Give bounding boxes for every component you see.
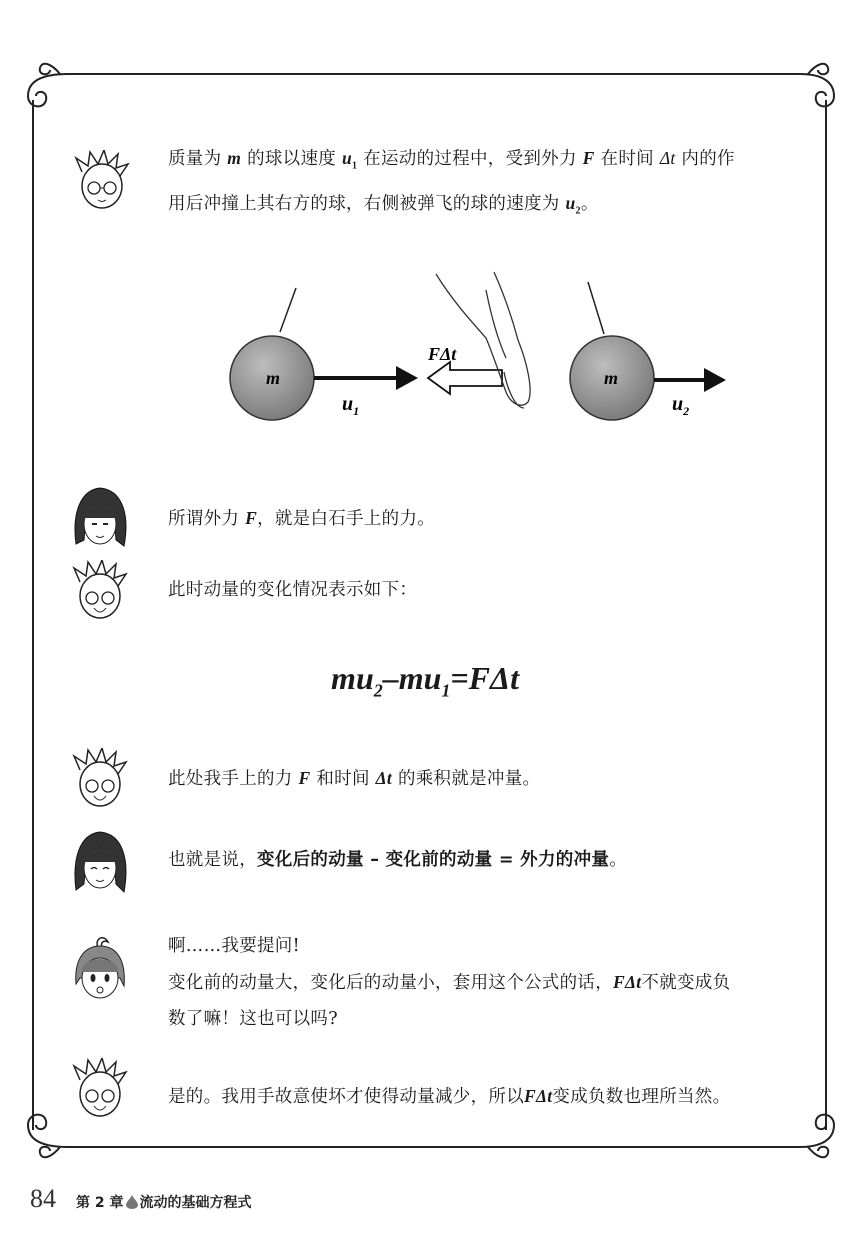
force-arrow	[428, 362, 502, 394]
chapter-prefix: 第 2 章	[76, 1195, 124, 1211]
text: 的球以速度	[247, 149, 337, 169]
symbol-F: F	[298, 768, 311, 788]
water-drop-icon	[126, 1195, 138, 1209]
text: 和时间	[316, 769, 370, 789]
pendulum-string-left	[280, 288, 296, 332]
arrow-u1-label: $u_1$	[342, 393, 360, 418]
subscript: 1	[352, 160, 358, 172]
text: 。	[609, 850, 627, 870]
text: 也就是说，	[168, 850, 257, 870]
subscript: 2	[575, 205, 581, 216]
symbol-u2: u	[565, 192, 576, 213]
chapter-header	[76, 1192, 252, 1212]
arrow-u2-label: $u_2$	[672, 393, 690, 418]
symbol-Fdt: FΔt	[524, 1086, 553, 1106]
symbol-u1: u	[341, 148, 352, 168]
text: 是的。我用手故意使坏才使得动量减少，所以	[168, 1087, 524, 1107]
text: ，就是白石手上的力。	[257, 509, 436, 529]
symbol-m: m	[227, 148, 242, 168]
text: 。	[580, 193, 599, 214]
text: 变成负数也理所当然。	[552, 1087, 731, 1107]
text: 数了嘛！这也可以吗?	[168, 1009, 338, 1029]
paragraph-impulse	[168, 760, 788, 797]
ball-left-label: m	[266, 368, 281, 388]
paragraph-answer	[168, 1078, 788, 1115]
paragraph-question	[168, 928, 788, 1037]
text: 的乘积就是冲量。	[397, 769, 541, 789]
symbol-Fdt: FΔt	[613, 972, 642, 992]
symbol-dt: Δt	[659, 148, 676, 168]
pendulum-string-right	[588, 282, 604, 334]
symbol-F: F	[245, 508, 258, 528]
impulse-formula: $mu_2-mu_1=F\Delta t$	[331, 660, 519, 701]
text: 所谓外力	[168, 509, 240, 529]
chapter-title: 流动的基础方程式	[139, 1195, 252, 1211]
text: 内的作	[681, 149, 735, 169]
text: 变化前的动量大，变化后的动量小，套用这个公式的话，	[168, 973, 613, 993]
text: 不就变成负	[641, 973, 731, 993]
text: 在运动的过程中，受到外力	[363, 149, 577, 169]
text: 在时间	[600, 149, 654, 169]
text: 此时动量的变化情况表示如下：	[168, 580, 418, 600]
paragraph-momentum-change	[168, 572, 788, 608]
page-number: 84	[30, 1184, 56, 1213]
text: 用后冲撞上其右方的球，右侧被弹飞的球的速度为	[168, 193, 560, 214]
ball-right-label: m	[604, 368, 619, 388]
paragraph-summary	[168, 842, 788, 878]
symbol-F: F	[582, 148, 595, 168]
symbol-dt: Δt	[375, 768, 393, 788]
text: 此处我手上的力	[168, 769, 293, 789]
text: 质量为	[168, 149, 222, 169]
paragraph-external-force	[168, 500, 788, 537]
force-label: FΔt	[428, 344, 457, 364]
text: 啊……我要提问!	[168, 936, 300, 956]
emphasis-text: 变化后的动量 – 变化前的动量 = 外力的冲量	[257, 850, 610, 870]
